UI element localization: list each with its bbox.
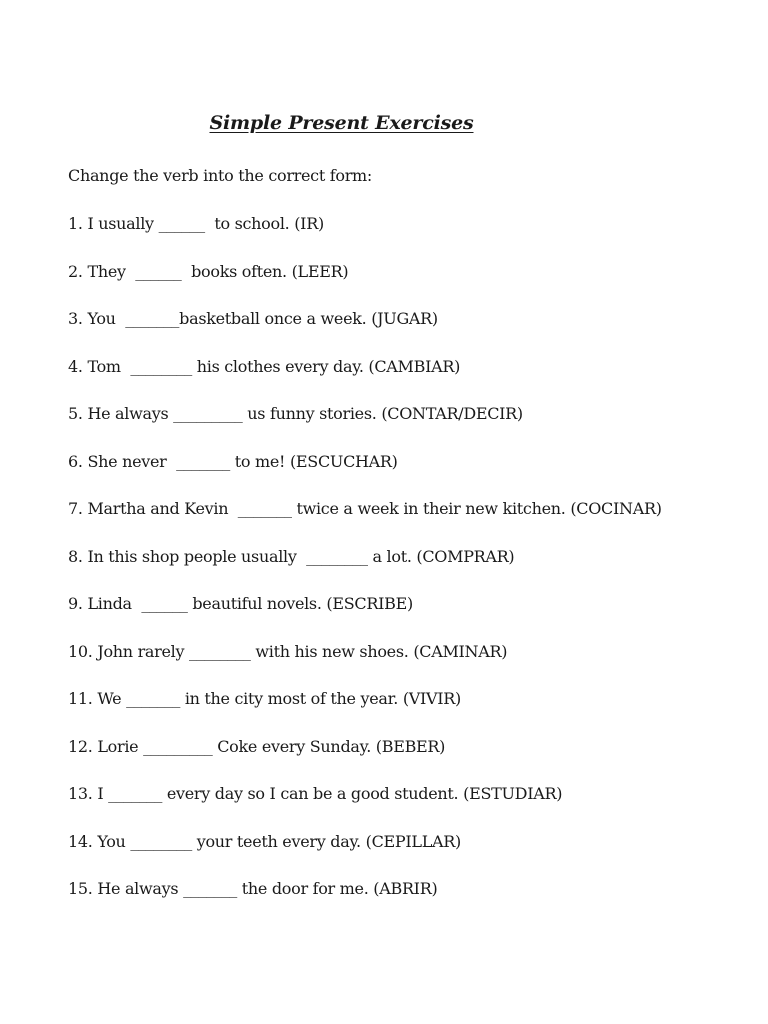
exercise-item-8: 8. In this shop people usually ________ a lot. (COMPRAR) [68,546,515,566]
exercise-item-2: 2. They ______ books often. (LEER) [68,261,349,281]
exercise-item-13: 13. I _______ every day so I can be a good student. (ESTUDIAR) [68,784,563,803]
exercise-item-12: 12. Lorie _________ Coke every Sunday. (BEBER) [68,736,446,756]
exercise-item-10: 10. John rarely ________ with his new shoes. (CAMINAR) [68,641,508,661]
exercise-item-5: 5. He always _________ us funny stories. (CONTAR/DECIR) [68,404,523,423]
exercise-list [68,213,662,926]
exercise-item-11: 11. We _______ in the city most of the year. (VIVIR) [68,689,461,708]
exercise-item-9: 9. Linda ______ beautiful novels. (ESCRIBE) [68,594,413,613]
instruction-text: Change the verb into the correct form: [68,166,373,185]
exercise-item-15: 15. He always _______ the door for me. (ABRIR) [68,879,438,898]
worksheet-title: Simple Present Exercises [209,112,474,134]
exercise-item-3: 3. You _______basketball once a week. (JUGAR) [68,309,438,328]
exercise-item-4: 4. Tom ________ his clothes every day. (CAMBIAR) [68,356,461,376]
exercise-item-14: 14. You ________ your teeth every day. (CEPILLAR) [68,831,461,851]
exercise-item-6: 6. She never _______ to me! (ESCUCHAR) [68,451,398,471]
exercise-item-7: 7. Martha and Kevin _______ twice a week in their new kitchen. (COCINAR) [68,499,662,518]
exercise-item-1: 1. I usually ______ to school. (IR) [68,214,324,233]
